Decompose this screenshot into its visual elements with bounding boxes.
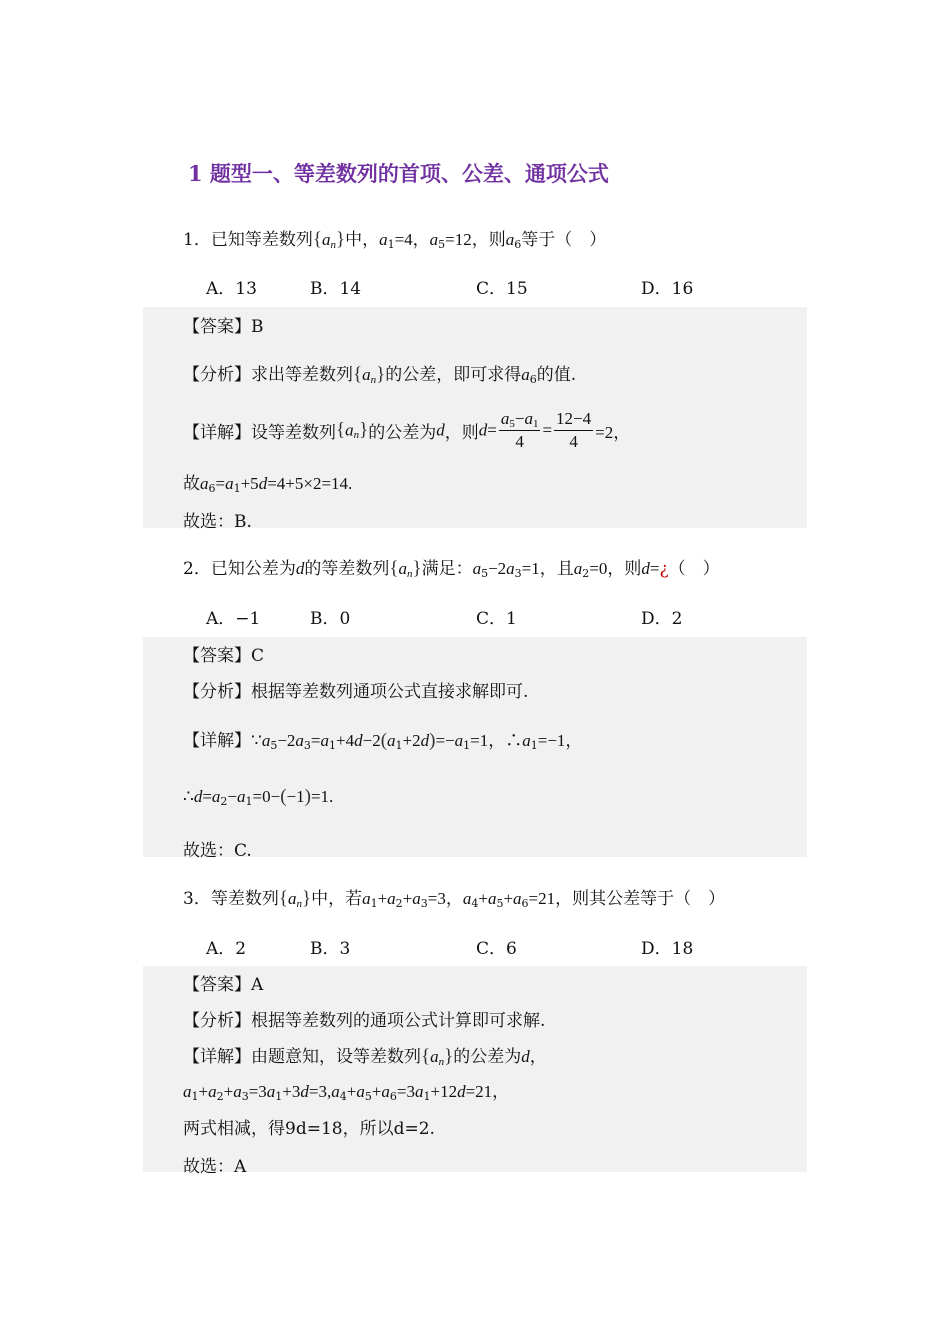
question-1-option-d[interactable]: D．16	[641, 279, 694, 299]
question-1-conclusion: 故选：B.	[183, 512, 252, 532]
question-1-answer: 【答案】B	[183, 317, 264, 337]
question-2-option-b[interactable]: B．0	[310, 609, 351, 629]
question-1-detail-line-2: 故$a_6=a_1+5d=4+5\times 2=14$.	[183, 474, 353, 495]
question-2-detail: 【详解】$\because a_5-2a_3=a_1+4d-2(a_1+2d)=-a_1=1$，$\therefore a_1=-1$，	[183, 730, 583, 752]
question-1-stem: 1．已知等差数列$\{a_n\}$中，$a_1=4$，$a_5=12$，则$a_6$等于（ ）	[183, 229, 607, 251]
question-1-option-c[interactable]: C．15	[476, 279, 528, 299]
question-3-answer: 【答案】A	[183, 975, 264, 995]
question-3-option-d[interactable]: D．18	[641, 939, 694, 959]
question-1-detail: 【详解】设等差数列$\{a_n\}$的公差为d，则d= $\frac{a_5-a_1}{4}$ = $\frac{12-4}{4}$ =2，	[183, 409, 631, 451]
question-3-detail-line-2: $a_1+a_2+a_3=3a_1+3d=3,a_4+a_5+a_6=3a_1+12d=21$，	[183, 1082, 510, 1103]
question-2-detail-line-2: $\therefore d=a_2-a_1=0-(-1)=1$.	[183, 786, 334, 808]
question-3-detail: 【详解】由题意知，设等差数列$\{a_n\}$的公差为d，	[183, 1046, 547, 1068]
question-1-option-a[interactable]: A．13	[206, 279, 257, 299]
question-2-option-c[interactable]: C．1	[476, 609, 517, 629]
question-3-option-b[interactable]: B．3	[310, 939, 351, 959]
question-3-detail-line-3: 两式相减，得9d=18，所以d=2.	[183, 1119, 435, 1139]
question-2-stem: 2．已知公差为d的等差数列$\{a_n\}$满足：$a_5-2a_3=1$，且$a_2=0$，则d=¿（ ）	[183, 558, 720, 580]
question-3-solution-box	[143, 966, 807, 1172]
fraction-2: $\frac{12-4}{4}$	[556, 409, 592, 451]
question-2-option-a[interactable]: A．−1	[206, 609, 261, 629]
section-title: 1 题型一、等差数列的首项、公差、通项公式	[188, 161, 609, 186]
question-1-option-b[interactable]: B．14	[310, 279, 362, 299]
question-3-stem: 3．等差数列$\{a_n\}$中，若$a_1+a_2+a_3=3$，$a_4+a_5+a_6=21$，则其公差等于（ ）	[183, 888, 726, 910]
question-2-option-d[interactable]: D．2	[641, 609, 683, 629]
question-3-option-a[interactable]: A．2	[206, 939, 247, 959]
question-1-analysis: 【分析】求出等差数列$\{a_n\}$的公差，即可求得$a_6$的值.	[183, 364, 577, 386]
question-3-analysis: 【分析】根据等差数列的通项公式计算即可求解.	[183, 1011, 546, 1031]
question-2-answer: 【答案】C	[183, 646, 265, 666]
question-2-analysis: 【分析】根据等差数列通项公式直接求解即可.	[183, 682, 529, 702]
question-2-conclusion: 故选：C.	[183, 841, 252, 861]
fraction-1: $\frac{a_5-a_1}{4}$	[500, 409, 539, 451]
question-3-option-c[interactable]: C．6	[476, 939, 517, 959]
question-3-conclusion: 故选：A	[183, 1157, 247, 1177]
